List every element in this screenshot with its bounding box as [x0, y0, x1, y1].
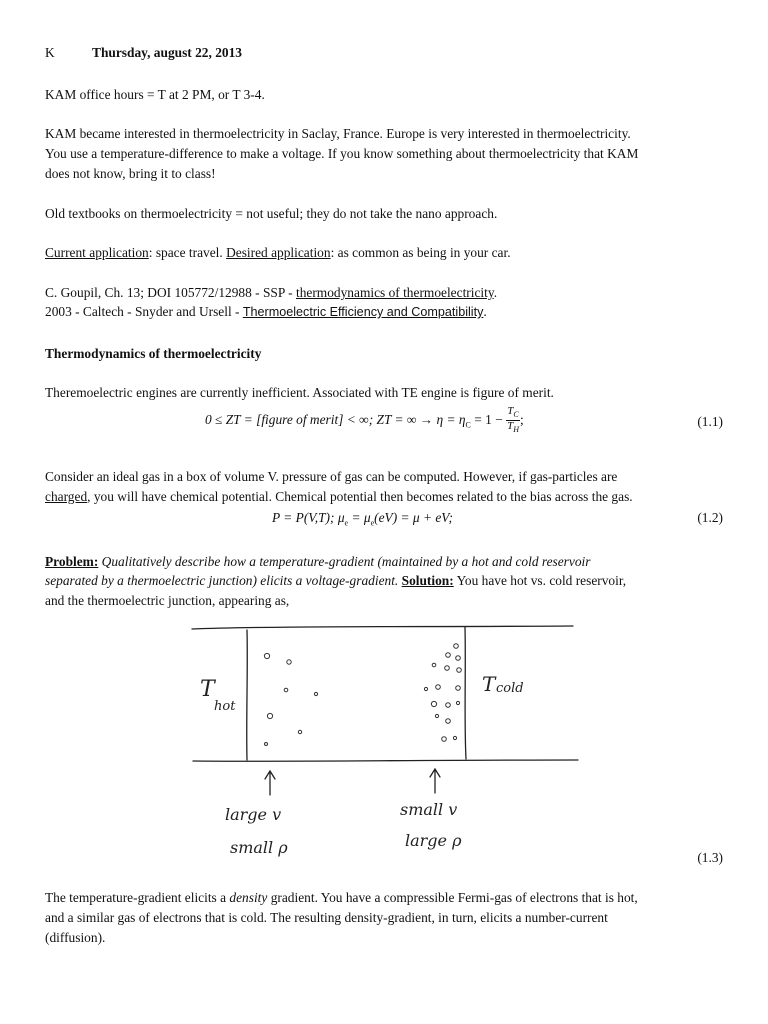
fraction-numerator-sub: C — [513, 410, 519, 420]
particle — [442, 737, 447, 742]
engines-text: Theremoelectric engines are currently inefficient. Associated with TE engine is figure of merit. — [45, 385, 554, 400]
equation-number-1-2: (1.2) — [697, 510, 723, 525]
equation-number-1-1: (1.1) — [697, 414, 723, 429]
equation-1-2-end: (eV) = μ + eV; — [374, 510, 453, 525]
t-hot-subscript: hot — [214, 699, 236, 714]
conclusion-line-1 — [45, 888, 638, 907]
equation-1-2 — [272, 508, 453, 533]
desired-application-text: : as common as being in your car. — [330, 245, 511, 260]
particle — [457, 668, 462, 673]
particle — [456, 701, 459, 704]
header-initial: K — [45, 45, 55, 60]
left-label-small-rho: small ρ — [230, 838, 288, 857]
particle — [432, 663, 436, 667]
t-cold-subscript: cold — [496, 681, 524, 696]
fraction-denominator-sub: H — [513, 425, 519, 435]
office-hours: KAM office hours = T at 2 PM, or T 3-4. — [45, 87, 265, 102]
particle — [446, 653, 451, 658]
reference-2-suffix: . — [483, 304, 487, 319]
conclusion-line-3: (diffusion). — [45, 930, 106, 945]
particle — [298, 730, 301, 733]
particle — [431, 701, 436, 706]
sketch-top-line — [192, 626, 573, 629]
equation-1-1 — [205, 405, 524, 441]
sketch-arrow-left — [265, 771, 275, 795]
problem-text-1: Qualitatively describe how a temperature-gradient (maintained by a hot and cold reservoir — [98, 554, 591, 569]
equation-1-1-mid: = 1 − — [470, 412, 507, 427]
problem-line-1 — [45, 552, 590, 571]
gas-text-line-1: Consider an ideal gas in a box of volume V. pressure of gas can be computed. However, if gas-particles are — [45, 469, 618, 484]
gas-text-line-2 — [45, 487, 633, 506]
intro-line-1: KAM became interested in thermoelectricity in Saclay, France. Europe is very interested in thermoelectricity. — [45, 126, 631, 141]
charged-link: charged — [45, 489, 88, 504]
reference-1-title: thermodynamics of thermoelectricity — [295, 285, 494, 300]
equation-1-1-sub: C — [465, 420, 471, 430]
reference-2-prefix: 2003 - Caltech - Snyder and Ursell - — [45, 304, 243, 319]
fraction-numerator: T — [507, 405, 514, 418]
problem-label: Problem: — [45, 554, 99, 569]
solution-label: Solution: — [401, 573, 454, 588]
problem-text-2: separated by a thermoelectric junction) elicits a voltage-gradient. — [45, 573, 402, 588]
equation-1-1-end: ; — [519, 412, 524, 427]
left-label-large-v: large v — [225, 805, 282, 824]
particle — [454, 644, 459, 649]
problem-line-3: and the thermoelectric junction, appearing as, — [45, 593, 290, 608]
particle — [446, 703, 451, 708]
particle — [265, 743, 268, 746]
gas-particles — [264, 644, 461, 746]
reference-1-suffix: . — [493, 285, 498, 300]
page-header — [45, 43, 242, 62]
equation-1-2-left: P = P(V,T); μ — [272, 510, 345, 525]
old-textbooks: Old textbooks on thermoelectricity = not useful; they do not take the nano approach. — [45, 206, 498, 221]
particle — [287, 660, 291, 664]
equation-number-1-3: (1.3) — [697, 850, 723, 865]
current-application-label: Current application — [45, 245, 149, 260]
sketch-left-wall — [247, 630, 248, 760]
sketch-right-wall — [465, 627, 466, 759]
problem-line-2 — [45, 571, 626, 590]
reference-2 — [45, 302, 487, 322]
particle — [264, 653, 269, 658]
desired-application-label: Desired application — [226, 245, 331, 260]
conclusion-line-2: and a similar gas of electrons that is cold. The resulting density-gradient, in turn, elicits a number-current — [45, 910, 608, 925]
intro-line-2: You use a temperature-difference to make a voltage. If you know something about thermoelectricity that KAM — [45, 146, 639, 161]
particle — [436, 685, 441, 690]
particle — [456, 656, 461, 661]
solution-text: You have hot vs. cold reservoir, — [453, 573, 627, 588]
conclusion-line-1-start: The temperature-gradient elicits a — [45, 890, 230, 905]
particle — [267, 713, 272, 718]
conclusion-line-1-end: gradient. You have a compressible Fermi-gas of electrons that is hot, — [267, 890, 638, 905]
reference-1 — [45, 283, 497, 302]
sketch-bottom-line — [193, 760, 578, 761]
particle — [284, 688, 288, 692]
equation-1-2-sub-1: e — [344, 518, 349, 528]
particle — [424, 687, 427, 690]
t-hot-label: T — [200, 677, 215, 702]
particle — [314, 692, 317, 695]
gas-text-line-2-rest: , you will have chemical potential. Chemical potential then becomes related to the bias across the gas. — [87, 489, 633, 504]
particle — [453, 736, 456, 739]
intro-line-3: does not know, bring it to class! — [45, 166, 216, 181]
equation-1-1-left: 0 ≤ ZT = [figure of merit] < ∞; ZT = ∞ → η = η — [205, 412, 466, 427]
particle — [446, 719, 451, 724]
fraction-denominator: T — [507, 420, 514, 433]
right-label-large-rho: large ρ — [405, 831, 462, 850]
equation-1-2-sub-2: e — [370, 518, 375, 528]
header-date: Thursday, august 22, 2013 — [92, 45, 242, 60]
thermoelectric-junction-sketch — [190, 610, 580, 870]
sketch-arrow-right — [430, 769, 440, 793]
t-cold-label: T — [482, 672, 496, 696]
section-heading: Thermodynamics of thermoelectricity — [45, 346, 262, 361]
reference-1-prefix: C. Goupil, Ch. 13; DOI 105772/12988 - SSP - — [45, 285, 296, 300]
right-label-small-v: small v — [400, 800, 458, 819]
current-application-text: : space travel. — [148, 245, 227, 260]
equation-1-2-mid: = μ — [348, 510, 371, 525]
particle — [435, 714, 438, 717]
particle — [445, 666, 450, 671]
fraction-tc-th — [506, 406, 520, 435]
applications — [45, 243, 511, 262]
density-emphasis: density — [229, 890, 268, 905]
reference-2-title: Thermoelectric Efficiency and Compatibility — [242, 305, 484, 319]
particle — [456, 686, 461, 691]
